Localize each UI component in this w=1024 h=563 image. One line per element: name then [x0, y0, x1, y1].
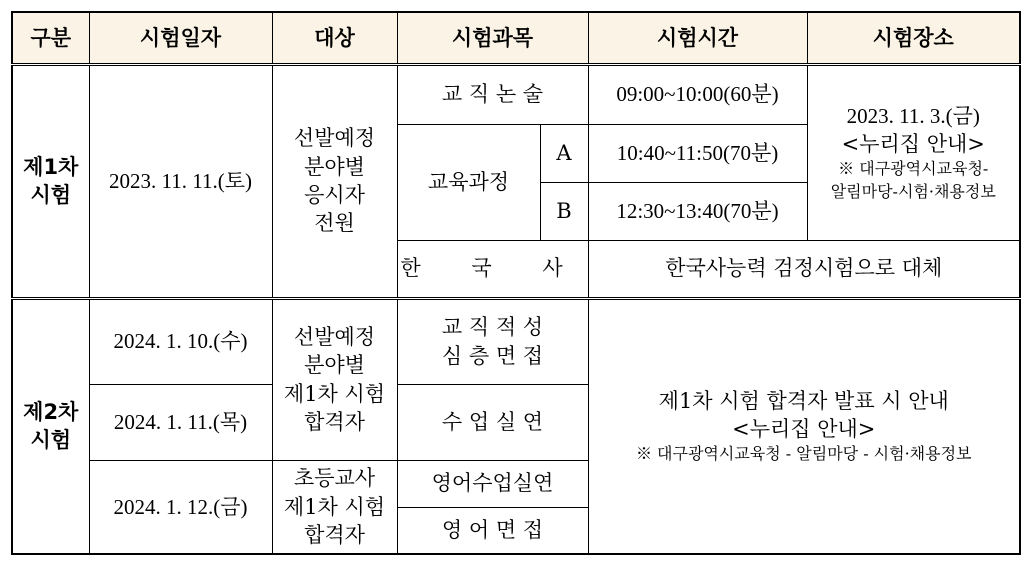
subject-essay: 교 직 논 술	[397, 64, 588, 124]
header-subject: 시험과목	[397, 12, 588, 64]
round2-label-line2: 시험	[30, 428, 72, 453]
round1-date: 2023. 11. 11.(토)	[89, 64, 272, 298]
notice-line2: <누리집 안내>	[732, 417, 876, 442]
subject-aptitude-line1: 교 직 적 성	[441, 315, 544, 340]
subject-history-text: 한 국 사	[400, 256, 585, 281]
location-notice: <누리집 안내>	[841, 132, 985, 157]
header-exam-date: 시험일자	[89, 12, 272, 64]
notice-path: ※ 대구광역시교육청 - 알림마당 - 시험·채용정보	[635, 444, 972, 464]
subject-lesson: 수 업 실 연	[397, 384, 588, 460]
round2-date3: 2024. 1. 12.(금)	[89, 460, 272, 554]
subject-history	[397, 240, 588, 298]
round2-target-b-line: 합격자	[304, 522, 365, 547]
header-target: 대상	[272, 12, 397, 64]
round2-target-a-line: 합격자	[304, 409, 365, 434]
part-a: A	[540, 124, 588, 182]
subject-english-interview: 영 어 면 접	[397, 507, 588, 554]
part-b: B	[540, 182, 588, 240]
location-path-line2: 알림마당-시험·채용정보	[830, 181, 996, 201]
subject-aptitude	[397, 298, 588, 384]
round2-notice	[588, 298, 1020, 554]
history-replacement: 한국사능력 검정시험으로 대체	[588, 240, 1020, 298]
round1-target	[272, 64, 397, 298]
round2-date1: 2024. 1. 10.(수)	[89, 298, 272, 384]
time-essay: 09:00~10:00(60분)	[588, 64, 807, 124]
subject-english-lesson: 영어수업실연	[397, 460, 588, 507]
header-time: 시험시간	[588, 12, 807, 64]
subject-curriculum: 교육과정	[397, 124, 540, 240]
exam-schedule-table	[11, 11, 1021, 555]
round2-target-a-line: 제1차 시험	[283, 381, 386, 406]
round2-label	[12, 298, 89, 554]
location-path-line1: ※ 대구광역시교육청-	[838, 159, 989, 179]
subject-aptitude-line2: 심 층 면 접	[441, 343, 544, 368]
round1-label-line2: 시험	[30, 183, 72, 207]
round1-label	[12, 64, 89, 298]
time-b: 12:30~13:40(70분)	[588, 182, 807, 240]
round2-target-b-line: 초등교사	[293, 466, 376, 491]
location-date: 2023. 11. 3.(금)	[846, 103, 980, 128]
header-category: 구분	[12, 12, 89, 64]
round2-target-b	[272, 460, 397, 554]
round1-target-line: 응시자	[304, 183, 365, 207]
round2-label-line1: 제2차	[23, 399, 79, 424]
round2-target-a-line: 분야별	[304, 353, 365, 378]
round1-row-essay	[12, 64, 1020, 124]
header-location: 시험장소	[807, 12, 1020, 64]
round1-label-line1: 제1차	[23, 154, 79, 179]
notice-line1: 제1차 시험 합격자 발표 시 안내	[658, 388, 949, 413]
header-row	[12, 12, 1020, 64]
round1-target-line: 분야별	[304, 154, 365, 179]
round1-target-line: 선발예정	[293, 126, 376, 151]
round1-location	[807, 64, 1020, 240]
round1-target-line: 전원	[314, 211, 355, 236]
round2-target-a	[272, 298, 397, 460]
round2-row-aptitude	[12, 298, 1020, 384]
round2-target-a-line: 선발예정	[293, 324, 376, 349]
round2-date2: 2024. 1. 11.(목)	[89, 384, 272, 460]
round2-target-b-line: 제1차 시험	[283, 494, 386, 519]
time-a: 10:40~11:50(70분)	[588, 124, 807, 182]
